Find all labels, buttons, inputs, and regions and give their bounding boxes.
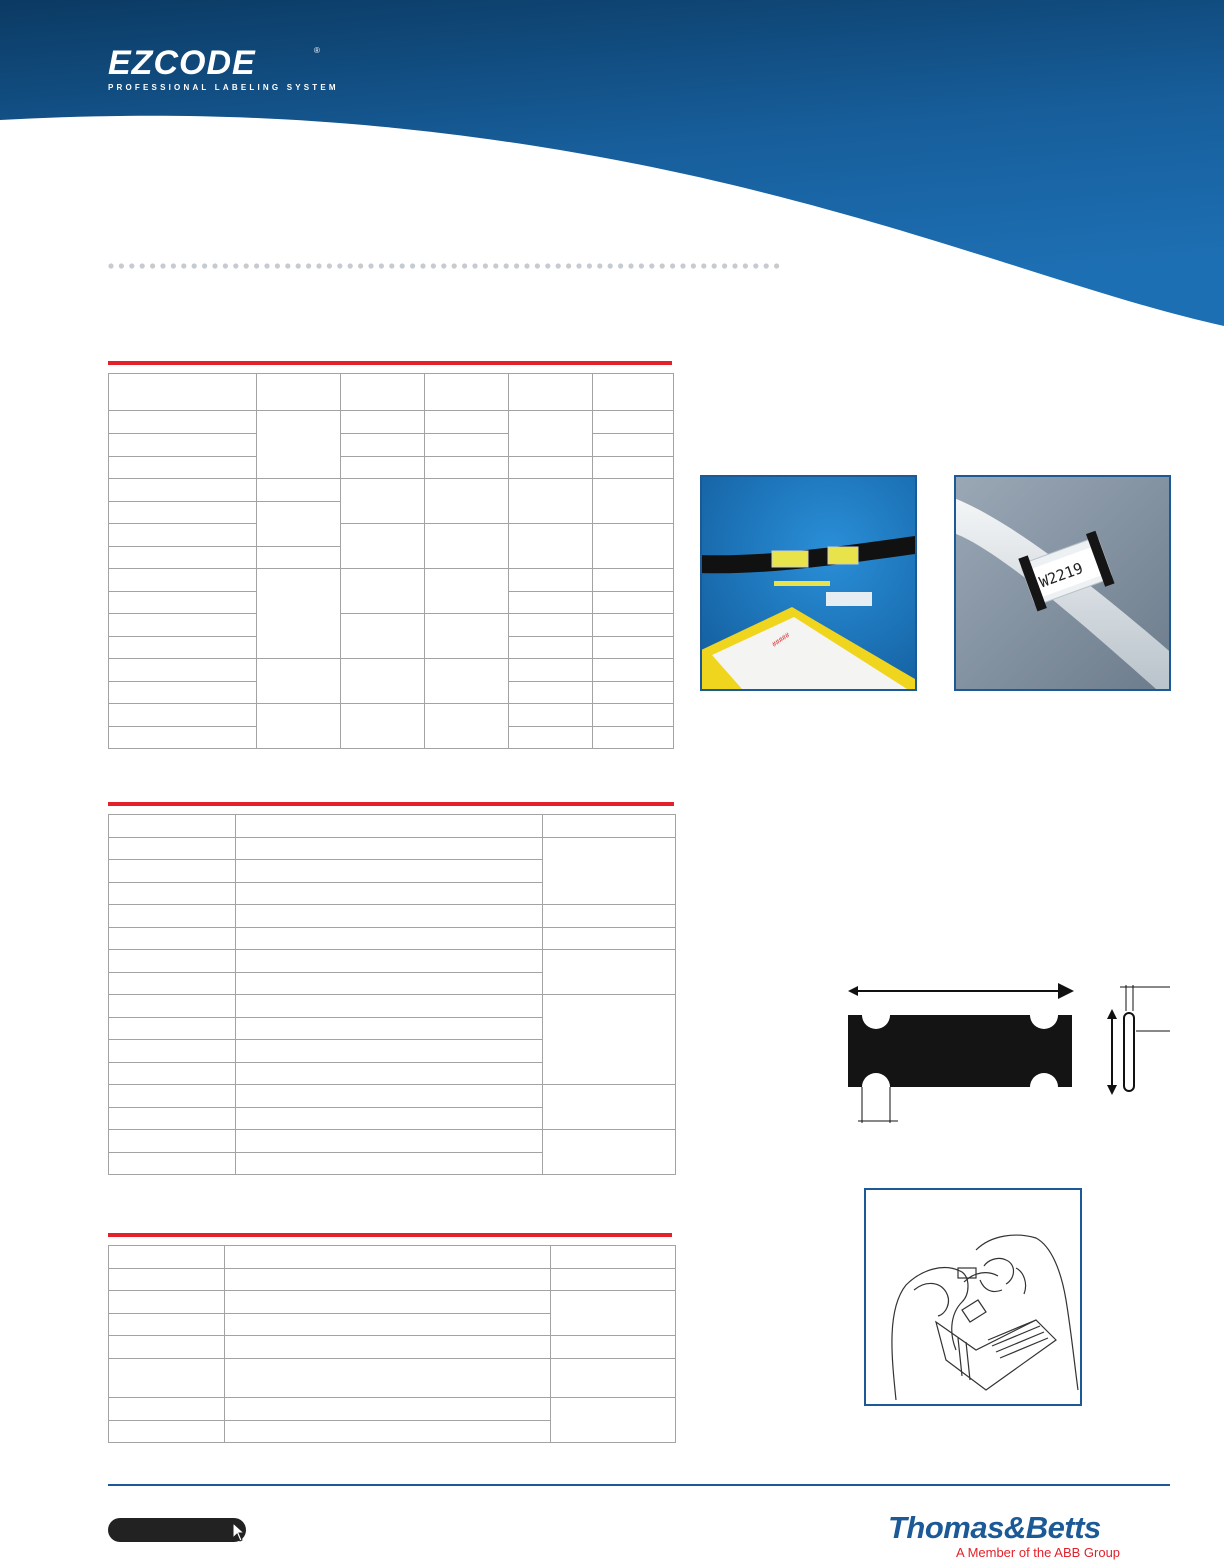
ezcode-logo[interactable] bbox=[108, 46, 339, 92]
table-row bbox=[109, 950, 676, 973]
table-row bbox=[109, 659, 674, 682]
table-3-rule bbox=[108, 1233, 672, 1237]
table-1 bbox=[108, 373, 674, 749]
divider-dot bbox=[712, 263, 717, 268]
divider-dot bbox=[680, 263, 685, 268]
hands-inserting-label-illustration bbox=[864, 1188, 1082, 1406]
divider-dot bbox=[452, 263, 457, 268]
divider-dot bbox=[160, 263, 165, 268]
divider-dot bbox=[420, 263, 425, 268]
divider-dot bbox=[670, 263, 675, 268]
divider-dot bbox=[202, 263, 207, 268]
divider-dot bbox=[348, 263, 353, 268]
divider-dot bbox=[618, 263, 623, 268]
divider-dot bbox=[223, 263, 228, 268]
divider-dot bbox=[233, 263, 238, 268]
divider-dot bbox=[389, 263, 394, 268]
divider-dot bbox=[368, 263, 373, 268]
divider-dot bbox=[608, 263, 613, 268]
divider-dot bbox=[587, 263, 592, 268]
label-dimension-diagram bbox=[840, 975, 1170, 1127]
divider-dot bbox=[732, 263, 737, 268]
table-row bbox=[109, 928, 676, 950]
nav-pill-button[interactable] bbox=[108, 1518, 246, 1542]
divider-dot bbox=[639, 263, 644, 268]
divider-dot bbox=[316, 263, 321, 268]
divider-dot bbox=[337, 263, 342, 268]
divider-dot bbox=[722, 263, 727, 268]
divider-dot bbox=[701, 263, 706, 268]
abb-group-tagline: A Member of the ABB Group bbox=[956, 1545, 1121, 1560]
photo-1-image bbox=[702, 477, 915, 689]
divider-dot bbox=[181, 263, 186, 268]
divider-dot bbox=[358, 263, 363, 268]
divider-dot bbox=[774, 263, 779, 268]
arrow-cursor-icon bbox=[232, 1522, 246, 1542]
cable-marker-sheet-photo bbox=[700, 475, 917, 691]
table-row bbox=[109, 704, 674, 727]
table-row bbox=[109, 569, 674, 592]
divider-dot bbox=[504, 263, 509, 268]
table-2 bbox=[108, 814, 676, 1175]
divider-dot bbox=[140, 263, 145, 268]
registered-mark: ® bbox=[314, 46, 320, 55]
divider-dot bbox=[306, 263, 311, 268]
divider-dot bbox=[514, 263, 519, 268]
marker-label-text: W2219 bbox=[1036, 558, 1086, 592]
dotted-divider bbox=[107, 260, 782, 272]
table-row bbox=[109, 815, 676, 838]
photo-2-image bbox=[956, 477, 1169, 689]
divider-dot bbox=[691, 263, 696, 268]
divider-dot bbox=[535, 263, 540, 268]
table-row bbox=[109, 1246, 676, 1269]
table-row bbox=[109, 1336, 676, 1359]
divider-dot bbox=[462, 263, 467, 268]
divider-dot bbox=[649, 263, 654, 268]
table-row bbox=[109, 1269, 676, 1291]
divider-dot bbox=[764, 263, 769, 268]
table-row bbox=[109, 995, 676, 1018]
table-row bbox=[109, 1130, 676, 1153]
divider-dot bbox=[441, 263, 446, 268]
table-1-rule bbox=[108, 361, 672, 365]
table-2-rule bbox=[108, 802, 674, 806]
divider-dot bbox=[129, 263, 134, 268]
illustration-drawing bbox=[866, 1190, 1080, 1404]
divider-dot bbox=[493, 263, 498, 268]
divider-dot bbox=[244, 263, 249, 268]
divider-dot bbox=[743, 263, 748, 268]
svg-text:#####: ##### bbox=[771, 631, 792, 649]
divider-dot bbox=[264, 263, 269, 268]
table-row bbox=[109, 838, 676, 860]
footer-rule bbox=[108, 1484, 1170, 1486]
table-row bbox=[109, 457, 674, 479]
divider-dot bbox=[296, 263, 301, 268]
divider-dot bbox=[483, 263, 488, 268]
divider-dot bbox=[472, 263, 477, 268]
divider-dot bbox=[660, 263, 665, 268]
divider-dot bbox=[545, 263, 550, 268]
table-row bbox=[109, 1291, 676, 1314]
divider-dot bbox=[556, 263, 561, 268]
table-row bbox=[109, 1359, 676, 1398]
divider-dot bbox=[150, 263, 155, 268]
logo-tagline: PROFESSIONAL LABELING SYSTEM bbox=[108, 83, 339, 92]
divider-dot bbox=[327, 263, 332, 268]
table-row bbox=[109, 411, 674, 434]
divider-dot bbox=[192, 263, 197, 268]
divider-dot bbox=[171, 263, 176, 268]
divider-dot bbox=[576, 263, 581, 268]
logo-wordmark: EZCODE bbox=[108, 44, 256, 82]
divider-dot bbox=[753, 263, 758, 268]
divider-dot bbox=[119, 263, 124, 268]
divider-dot bbox=[285, 263, 290, 268]
table-3 bbox=[108, 1245, 676, 1443]
table-row bbox=[109, 905, 676, 928]
divider-dot bbox=[566, 263, 571, 268]
table-row bbox=[109, 1398, 676, 1421]
cable-marker-w2219-photo bbox=[954, 475, 1171, 691]
divider-dot bbox=[212, 263, 217, 268]
divider-dot bbox=[275, 263, 280, 268]
table-row bbox=[109, 374, 674, 411]
table-row bbox=[109, 614, 674, 637]
divider-dot bbox=[628, 263, 633, 268]
table-row bbox=[109, 1085, 676, 1108]
divider-dot bbox=[400, 263, 405, 268]
thomas-betts-logo[interactable]: Thomas&Betts bbox=[888, 1510, 1101, 1545]
divider-dot bbox=[108, 263, 113, 268]
divider-dot bbox=[379, 263, 384, 268]
divider-dot bbox=[254, 263, 259, 268]
divider-dot bbox=[524, 263, 529, 268]
divider-dot bbox=[410, 263, 415, 268]
divider-dot bbox=[431, 263, 436, 268]
table-row bbox=[109, 524, 674, 547]
divider-dot bbox=[597, 263, 602, 268]
table-row bbox=[109, 479, 674, 502]
